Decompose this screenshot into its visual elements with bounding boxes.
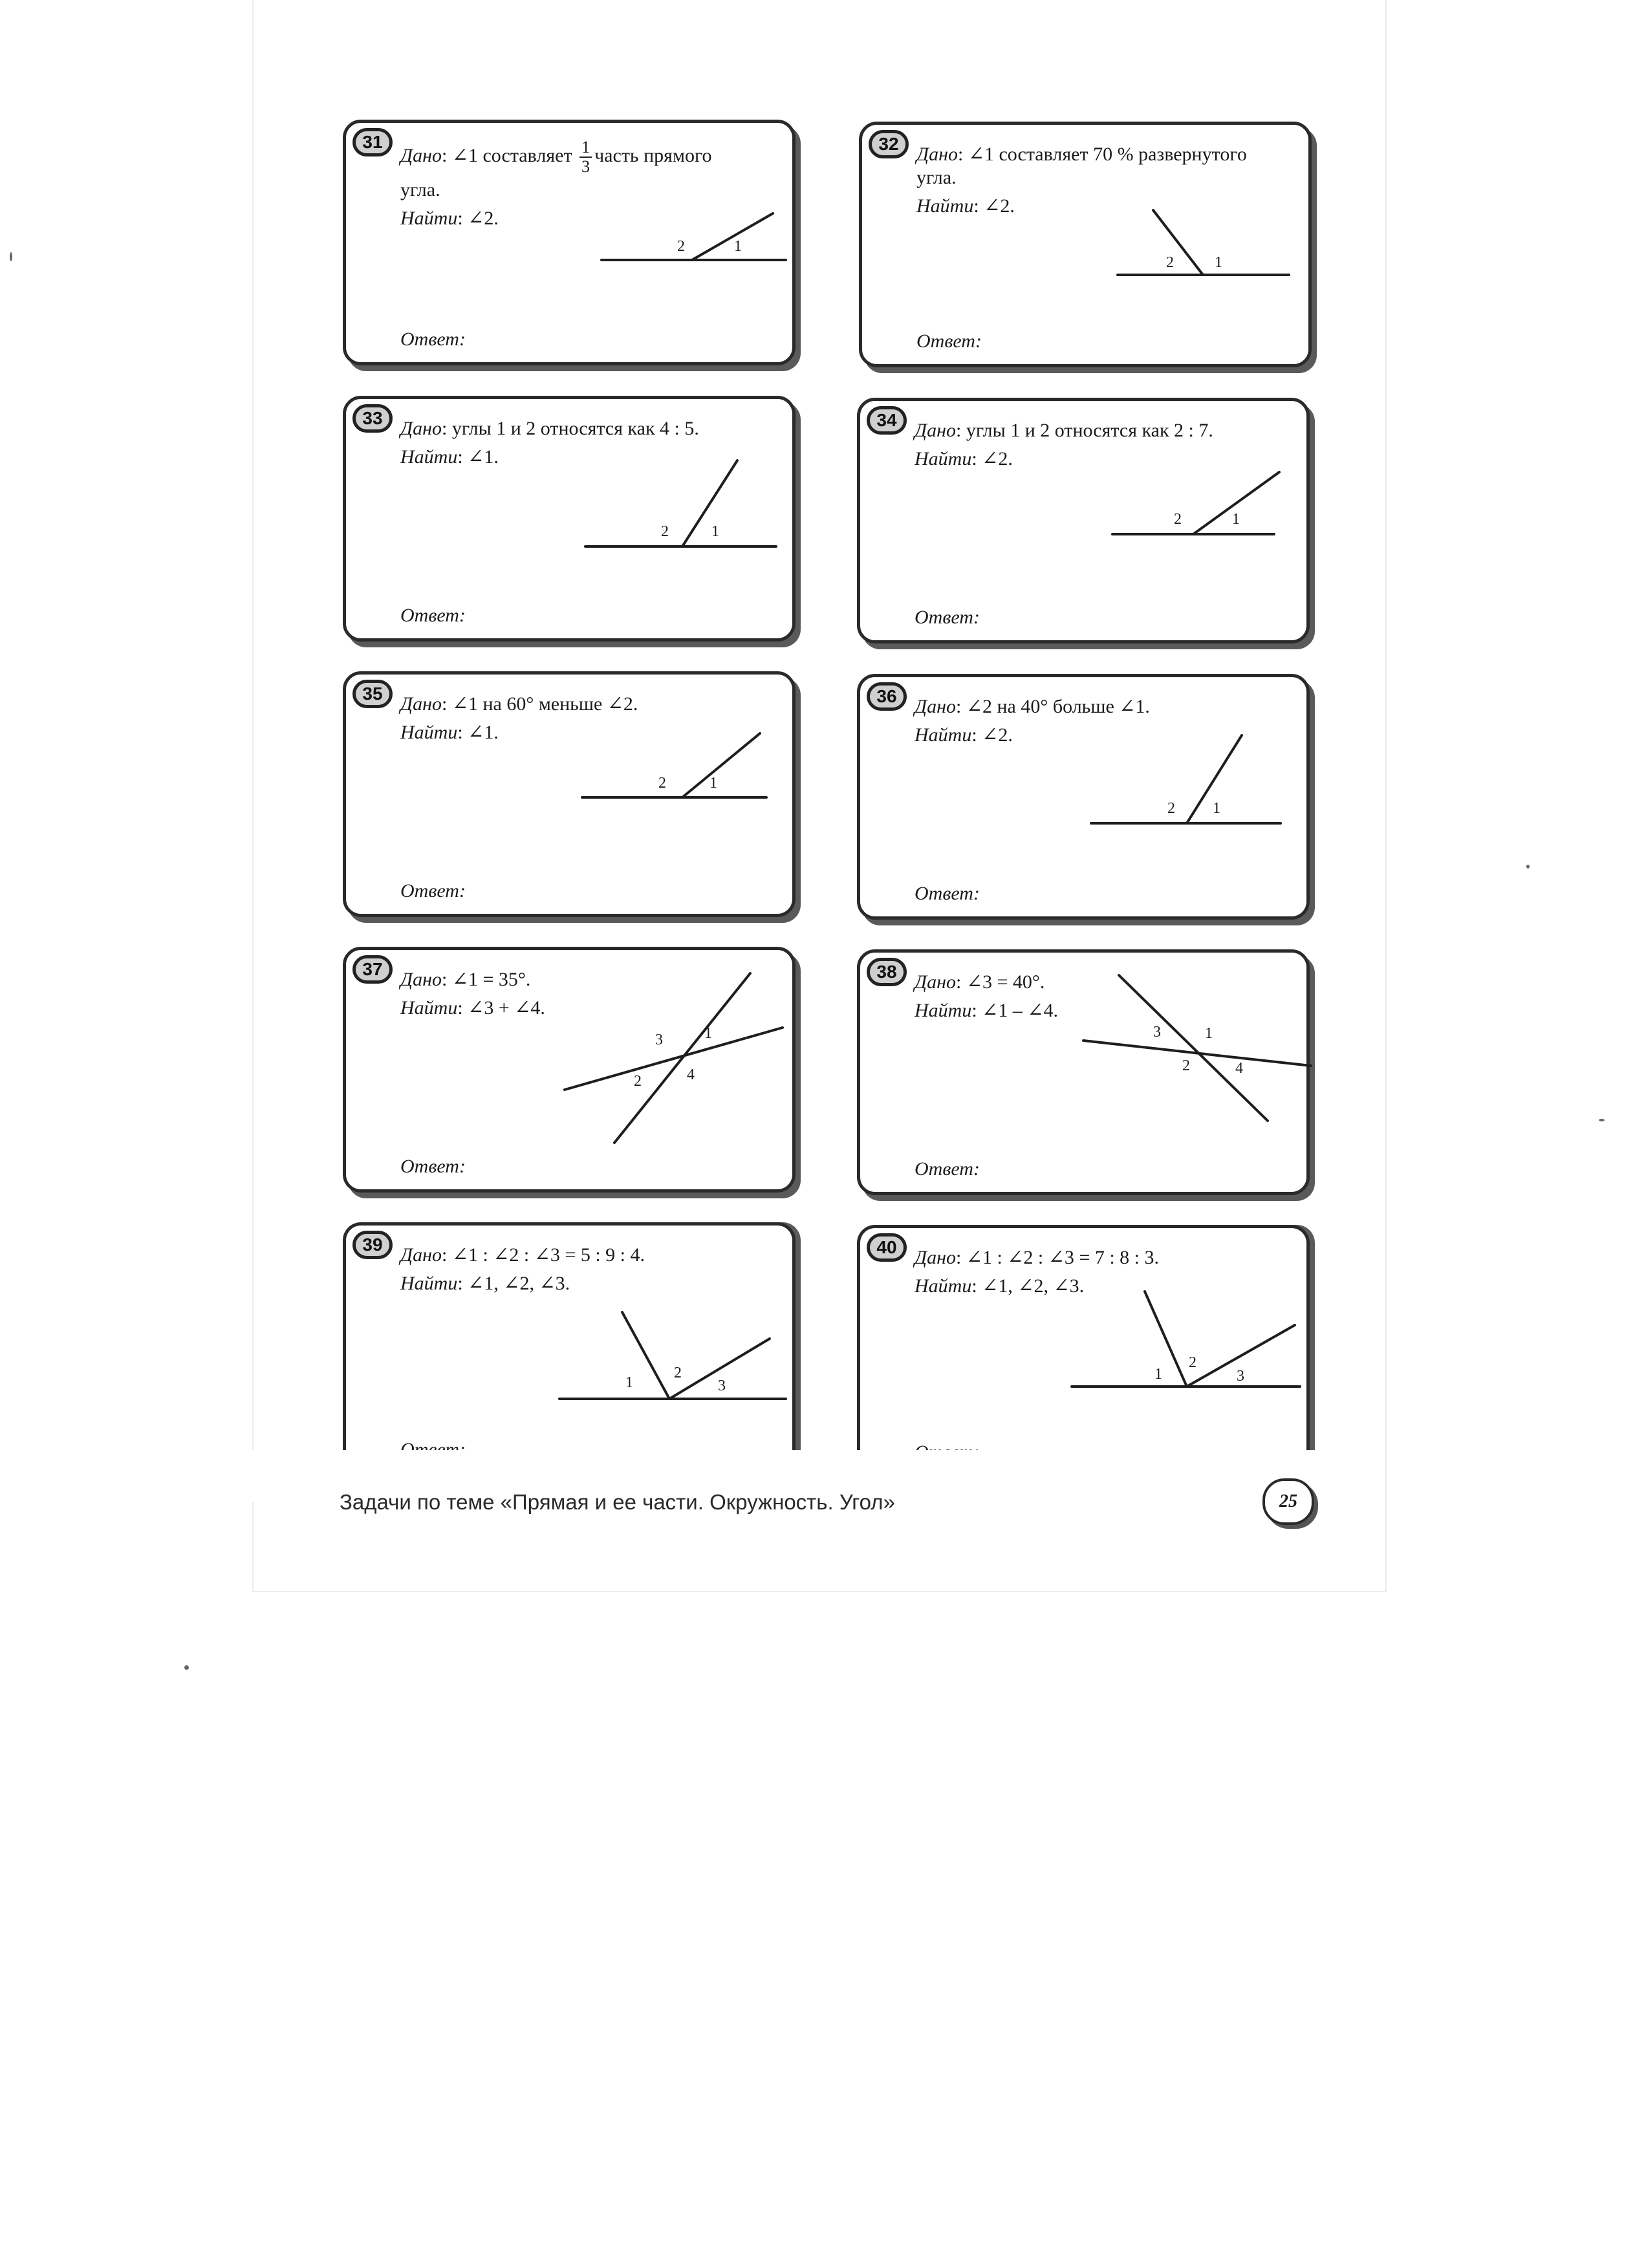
given-label: Дано [915,1247,956,1268]
task-number-badge: 31 [352,128,393,157]
find-text: : ∠1, ∠2, ∠3. [457,1273,570,1294]
angle-label-1: 1 [709,775,717,792]
fraction-numerator: 1 [579,138,592,158]
given-label: Дано [916,144,958,165]
given-label: Дано [400,693,442,715]
find-label: Найти [915,1275,972,1297]
answer-label: Ответ: [916,330,982,352]
task-card-38 [857,949,1310,1195]
given-text: : ∠1 : ∠2 : ∠3 = 5 : 9 : 4. [441,1244,645,1266]
task-number-badge: 36 [867,682,907,711]
angle-label-1: 1 [1232,511,1240,528]
answer-label: Ответ: [915,607,980,628]
task-card-39 [343,1222,796,1481]
find-label: Найти [400,1273,458,1294]
angle-label-1: 1 [1205,1025,1213,1042]
find-text: : ∠1. [457,722,499,743]
find-label: Найти [400,208,458,229]
page-footer-title: Задачи по теме «Прямая и ее части. Окружность. Угол» [340,1490,895,1514]
find-label: Найти [400,446,458,468]
task-number-badge: 39 [352,1231,393,1259]
angle-label-1: 1 [704,1025,712,1042]
task-card-35 [343,671,796,917]
given-text: : ∠1 составляет 70 % развернутого [957,144,1247,165]
find-text: : ∠1, ∠2, ∠3. [971,1275,1085,1297]
angle-label-2: 2 [658,775,666,792]
given-text: : углы 1 и 2 относятся как 2 : 7. [955,420,1213,441]
angle-label-4: 4 [1235,1060,1243,1077]
angle-label-3: 3 [1153,1024,1161,1041]
given-label: Дано [400,969,442,990]
angle-label-2: 2 [1166,254,1174,271]
angle-label-1: 1 [1154,1366,1162,1383]
task-number-badge: 35 [352,680,393,708]
task-number-badge: 40 [867,1233,907,1262]
task-number-badge: 34 [867,406,907,435]
answer-label: Ответ: [400,880,466,902]
given-text: : ∠1 = 35°. [441,969,531,990]
angle-label-2: 2 [634,1073,642,1090]
task-card-32 [859,122,1312,367]
given-text: : ∠1 составляет [441,144,572,166]
find-text: : ∠1. [457,446,499,468]
given-text: : ∠1 : ∠2 : ∠3 = 7 : 8 : 3. [955,1247,1159,1268]
find-text: : ∠2. [973,195,1015,217]
scan-speck [10,252,12,261]
angle-label-2: 2 [674,1365,682,1381]
given-label: Дано [400,144,442,166]
given-text: : ∠1 на 60° меньше ∠2. [441,693,638,715]
angle-label-3: 3 [655,1031,663,1048]
angle-label-1: 1 [1213,800,1220,817]
scan-speck [1526,865,1530,869]
angle-figure [860,1228,1310,1474]
angle-label-2: 2 [1189,1354,1196,1371]
find-label: Найти [915,724,972,746]
task-card-33 [343,396,796,642]
fraction-denominator: 3 [581,157,590,176]
angle-label-1: 1 [625,1374,633,1391]
task-number-badge: 33 [352,404,393,433]
given-text: : ∠2 на 40° больше ∠1. [955,696,1150,717]
find-text: : ∠2. [457,208,499,229]
angle-label-2: 2 [1174,511,1182,528]
given-label: Дано [915,971,956,993]
find-text: : ∠3 + ∠4. [457,997,545,1019]
task-number-badge: 38 [867,958,907,986]
given-text-line2: угла. [400,179,440,200]
find-label: Найти [916,195,974,217]
task-number-badge: 37 [352,955,393,984]
angle-label-2: 2 [661,523,669,540]
scan-speck [1599,1119,1605,1121]
angle-label-3: 3 [718,1377,726,1394]
task-card-40 [857,1225,1310,1484]
task-card-34 [857,398,1310,643]
given-text-cont: часть прямого [594,144,712,166]
find-text: : ∠2. [971,448,1013,470]
answer-label: Ответ: [915,1158,980,1180]
angle-figure [346,1226,796,1471]
given-text: : углы 1 и 2 относятся как 4 : 5. [441,418,699,439]
angle-label-1: 1 [1215,254,1222,271]
angle-label-1: 1 [711,523,719,540]
angle-label-1: 1 [734,238,742,255]
scan-speck [184,1665,189,1670]
given-label: Дано [400,1244,442,1266]
angle-label-2: 2 [1167,800,1175,817]
task-card-37 [343,947,796,1193]
given-label: Дано [400,418,442,439]
find-text: : ∠2. [971,724,1013,746]
given-text: : ∠3 = 40°. [955,971,1045,993]
page-number: 25 [1262,1478,1314,1525]
answer-label: Ответ: [400,605,466,626]
find-label: Найти [915,1000,972,1021]
find-label: Найти [915,448,972,470]
answer-label: Ответ: [400,329,466,350]
angle-label-2: 2 [677,238,685,255]
given-label: Дано [915,696,956,717]
task-number-badge: 32 [869,130,909,158]
find-label: Найти [400,997,458,1019]
answer-label: Ответ: [400,1156,466,1177]
task-card-36 [857,674,1310,920]
angle-label-2: 2 [1182,1057,1190,1074]
find-text: : ∠1 – ∠4. [971,1000,1058,1021]
given-text-line2: угла. [916,167,957,188]
find-label: Найти [400,722,458,743]
given-label: Дано [915,420,956,441]
task-card-31 [343,120,796,365]
angle-label-3: 3 [1237,1368,1244,1385]
angle-label-4: 4 [687,1066,695,1083]
answer-label: Ответ: [915,883,980,904]
